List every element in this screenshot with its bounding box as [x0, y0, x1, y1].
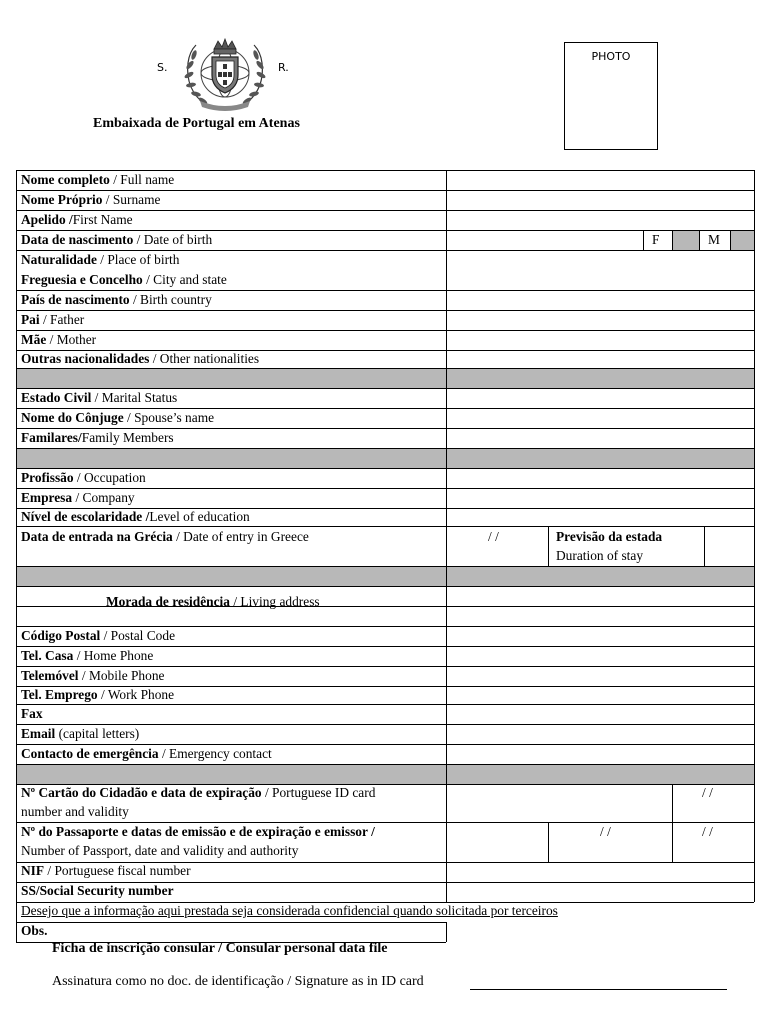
- signature-line[interactable]: [470, 989, 727, 990]
- signature-label: Assinatura como no doc. de identificação / Signature as in ID card: [52, 974, 424, 989]
- sex-m-checkbox[interactable]: [731, 231, 754, 250]
- label-passport-line2: Number of Passport, date and validity and authority: [21, 843, 299, 858]
- label-occupation: Profissão / Occupation: [21, 470, 146, 485]
- label-first-name: Apelido /First Name: [21, 212, 133, 227]
- entry-date-placeholder: / /: [488, 529, 499, 544]
- photo-box: [564, 42, 658, 150]
- id-card-expiry-placeholder: / /: [702, 785, 713, 800]
- sex-option-f: F: [652, 232, 660, 247]
- label-home-phone: Tel. Casa / Home Phone: [21, 648, 154, 663]
- label-id-card-line2: number and validity: [21, 804, 129, 819]
- label-passport: Nº do Passaporte e datas de emissão e de expiração e emissor /: [21, 824, 375, 839]
- fax-field[interactable]: [447, 705, 754, 724]
- label-postal-code: Código Postal / Postal Code: [21, 628, 176, 643]
- label-surname: Nome Próprio / Surname: [21, 192, 161, 207]
- label-obs: Obs.: [21, 923, 48, 938]
- section-separator: [16, 368, 754, 388]
- passport-issue-date-field[interactable]: [549, 823, 672, 862]
- first-name-field[interactable]: [447, 211, 754, 230]
- family-members-field[interactable]: [447, 429, 754, 448]
- header-letter-s: S.: [157, 61, 168, 74]
- form-title: Ficha de inscrição consular / Consular personal data file: [52, 941, 388, 956]
- surname-field[interactable]: [447, 191, 754, 210]
- label-family-members: Familares/Family Members: [21, 430, 174, 445]
- label-company: Empresa / Company: [21, 490, 135, 505]
- date-of-birth-field[interactable]: [447, 231, 643, 250]
- label-work-phone: Tel. Emprego / Work Phone: [21, 687, 175, 702]
- label-date-of-birth: Data de nascimento / Date of birth: [21, 232, 213, 247]
- label-birth-country: País de nascimento / Birth country: [21, 292, 212, 307]
- label-marital-status: Estado Civil / Marital Status: [21, 390, 178, 405]
- confidential-note: Desejo que a informação aqui prestada seja considerada confidencial quando solicitada por terceiros: [21, 903, 558, 918]
- section-separator: [16, 764, 754, 784]
- marital-status-field[interactable]: [447, 389, 754, 408]
- embassy-name: Embaixada de Portugal em Atenas: [93, 116, 300, 131]
- spouse-name-field[interactable]: [447, 409, 754, 428]
- label-social-security: SS/Social Security number: [21, 883, 174, 898]
- coat-of-arms-icon: [176, 35, 274, 111]
- social-security-field[interactable]: [447, 883, 754, 902]
- label-email: Email (capital letters): [21, 726, 140, 741]
- birth-country-field[interactable]: [447, 291, 754, 310]
- duration-of-stay-field[interactable]: [705, 527, 754, 566]
- father-field[interactable]: [447, 311, 754, 330]
- stay-label-pt: Previsão da estada: [556, 529, 663, 544]
- label-spouse-name: Nome do Cônjuge / Spouse’s name: [21, 410, 215, 425]
- label-mother: Mãe / Mother: [21, 332, 97, 347]
- mother-field[interactable]: [447, 331, 754, 350]
- passport-expiry-placeholder: / /: [702, 824, 713, 839]
- entry-date-field[interactable]: [447, 527, 548, 566]
- label-other-nationalities: Outras nacionalidades / Other nationalities: [21, 351, 260, 366]
- header-letter-r: R.: [278, 61, 289, 74]
- home-phone-field[interactable]: [447, 647, 754, 666]
- full-name-field[interactable]: [447, 171, 754, 190]
- label-id-card: Nº Cartão do Cidadão e data de expiração / Portuguese ID card: [21, 785, 376, 800]
- emergency-contact-field[interactable]: [447, 745, 754, 764]
- mobile-phone-field[interactable]: [447, 667, 754, 686]
- label-education: Nível de escolaridade /Level of education: [21, 509, 250, 524]
- occupation-field[interactable]: [447, 469, 754, 488]
- passport-expiry-date-field[interactable]: [673, 823, 754, 862]
- id-card-expiry-field[interactable]: [673, 785, 754, 822]
- label-place-of-birth: Naturalidade / Place of birth: [21, 252, 180, 267]
- label-fax: Fax: [21, 706, 43, 721]
- label-nif: NIF / Portuguese fiscal number: [21, 863, 191, 878]
- living-address-field[interactable]: [447, 587, 754, 626]
- photo-label: PHOTO: [591, 50, 631, 63]
- sex-option-m: M: [708, 232, 720, 247]
- email-field[interactable]: [447, 725, 754, 744]
- section-separator: [16, 448, 754, 468]
- section-separator: [16, 566, 754, 586]
- label-emergency-contact: Contacto de emergência / Emergency contact: [21, 746, 272, 761]
- obs-field[interactable]: [447, 923, 754, 942]
- postal-code-field[interactable]: [447, 627, 754, 646]
- stay-label-en: Duration of stay: [556, 548, 644, 563]
- label-full-name: Nome completo / Full name: [21, 172, 175, 187]
- label-living-address: Morada de residência / Living address: [106, 594, 320, 609]
- passport-number-field[interactable]: [447, 823, 548, 862]
- work-phone-field[interactable]: [447, 687, 754, 704]
- place-of-birth-field[interactable]: [447, 251, 754, 290]
- label-father: Pai / Father: [21, 312, 85, 327]
- label-mobile-phone: Telemóvel / Mobile Phone: [21, 668, 165, 683]
- company-field[interactable]: [447, 489, 754, 508]
- sex-f-checkbox[interactable]: [673, 231, 699, 250]
- label-city-state: Freguesia e Concelho / City and state: [21, 272, 227, 287]
- other-nationalities-field[interactable]: [447, 351, 754, 368]
- label-entry-date: Data de entrada na Grécia / Date of entry in Greece: [21, 529, 309, 544]
- education-field[interactable]: [447, 509, 754, 526]
- consular-form: [16, 170, 754, 942]
- passport-issue-placeholder: / /: [600, 824, 611, 839]
- id-card-number-field[interactable]: [447, 785, 672, 822]
- nif-field[interactable]: [447, 863, 754, 882]
